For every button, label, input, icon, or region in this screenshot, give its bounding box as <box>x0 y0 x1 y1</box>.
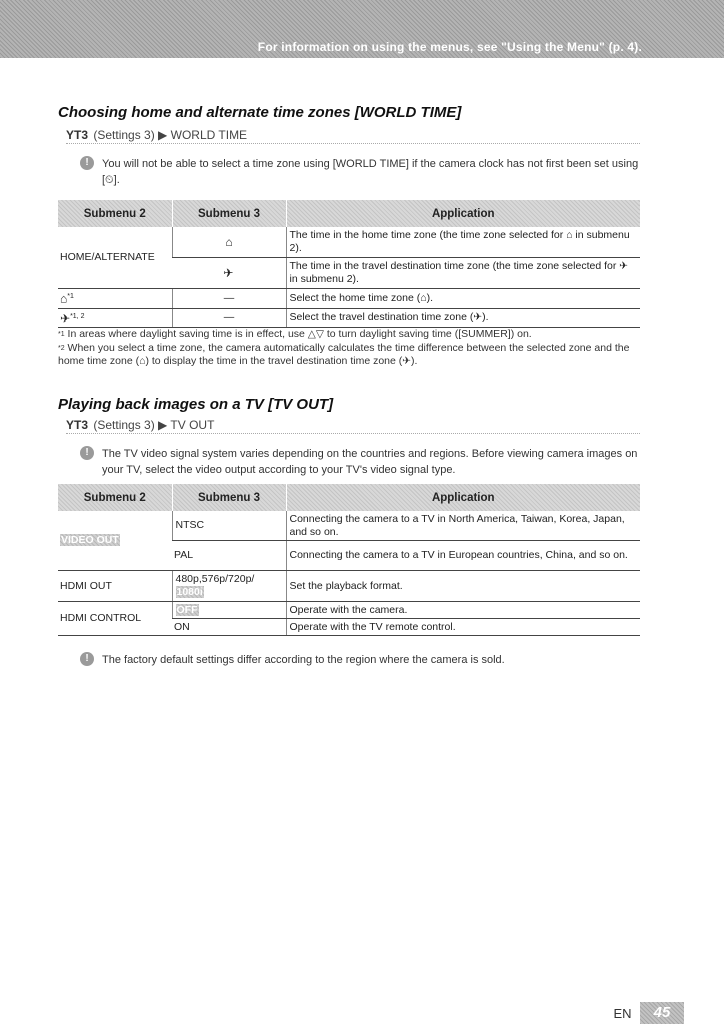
breadcrumb-text: (Settings 3) ▶ TV OUT <box>93 418 215 432</box>
travel-app-cell: The time in the travel destination time zone (the time zone selected for ✈ in submenu 2). <box>286 258 640 289</box>
language-label: EN <box>613 1005 632 1021</box>
tv-out-title: Playing back images on a TV [TV OUT] <box>58 396 334 413</box>
on-app-cell: Operate with the TV remote control. <box>286 619 640 636</box>
plane-row-label: ✈$^{*1, 2}$ <box>58 308 172 328</box>
tv-out-breadcrumb <box>66 418 640 434</box>
header-application: Application <box>286 200 640 227</box>
dash-cell: — <box>172 289 286 309</box>
table-row <box>58 289 640 309</box>
note-text: The factory default settings differ according to the region where the camera is sold. <box>102 654 505 666</box>
header-banner <box>0 0 724 58</box>
home-alternate-cell: HOME/ALTERNATE <box>58 227 172 289</box>
header-text: For information on using the menus, see "Using the Menu" (p. 4). <box>257 40 642 54</box>
caution-icon: ! <box>80 156 94 170</box>
on-cell: ON <box>172 619 286 636</box>
plane-icon: ✈ <box>172 258 286 289</box>
home-app-cell: The time in the home time zone (the time zone selected for ⌂ in submenu 2). <box>286 227 640 258</box>
page-footer <box>613 1002 684 1024</box>
world-time-title: Choosing home and alternate time zones [WORLD TIME] <box>58 104 462 121</box>
tv-out-bottom-note <box>80 652 640 668</box>
hdmi-out-app-cell: Set the playback format. <box>286 571 640 602</box>
header-submenu-2: Submenu 2 <box>58 200 172 227</box>
dash-cell: — <box>172 308 286 328</box>
table-row <box>58 308 640 328</box>
caution-icon: ! <box>80 446 94 460</box>
note-text: The TV video signal system varies depending on the countries and regions. Before viewing camera images on your TV, select the video output according to your TV's video signal type. <box>102 448 638 476</box>
header-submenu-3: Submenu 3 <box>172 200 286 227</box>
ntsc-app-cell: Connecting the camera to a TV in North America, Taiwan, Korea, Japan, and so on. <box>286 511 640 541</box>
header-submenu-3: Submenu 3 <box>172 484 286 511</box>
travel-select-cell: Select the travel destination time zone (✈). <box>286 308 640 328</box>
pal-cell: PAL <box>172 541 286 571</box>
header-submenu-2: Submenu 2 <box>58 484 172 511</box>
footnote-2: $^{*2}$ When you select a time zone, the camera automatically calculates the time difference between the selected zone and the home time zone (⌂) to display the time in the travel destination time zone (✈). <box>58 342 630 367</box>
note-text: You will not be able to select a time zone using [WORLD TIME] if the camera clock has not first been set using [⏲]. <box>102 158 639 186</box>
home-select-cell: Select the home time zone (⌂). <box>286 289 640 309</box>
table-row <box>58 511 640 541</box>
settings-tab-icon: YT3 <box>66 128 89 142</box>
breadcrumb-text: (Settings 3) ▶ WORLD TIME <box>93 128 248 142</box>
world-time-breadcrumb <box>66 128 640 144</box>
table-header-row <box>58 484 640 511</box>
off-app-cell: Operate with the camera. <box>286 602 640 619</box>
footnote-1: $^{*1}$ In areas where daylight saving time is in effect, use △▽ to turn daylight saving time ([SUMMER]) on. <box>58 328 532 340</box>
tv-out-table <box>58 484 640 636</box>
table-row <box>58 602 640 619</box>
ntsc-cell: NTSC <box>172 511 286 541</box>
page-number: 45 <box>640 1002 684 1024</box>
table-header-row <box>58 200 640 227</box>
caution-icon: ! <box>80 652 94 666</box>
header-application: Application <box>286 484 640 511</box>
home-icon: ⌂ <box>172 227 286 258</box>
off-cell: OFF <box>172 602 286 619</box>
hdmi-out-cell: HDMI OUT <box>58 571 172 602</box>
plane-icon: ✈ <box>60 311 71 325</box>
table-row <box>58 227 640 258</box>
hdmi-control-cell: HDMI CONTROL <box>58 602 172 636</box>
world-time-table <box>58 200 640 328</box>
settings-tab-icon: YT3 <box>66 418 89 432</box>
home-icon: ⌂ <box>60 291 68 306</box>
table-row <box>58 571 640 602</box>
video-out-cell: VIDEO OUT <box>58 511 172 571</box>
tv-out-note <box>80 446 640 478</box>
hdmi-formats-cell: 480p,576p/720p/ 1080i <box>172 571 286 602</box>
home-row-label: ⌂$^{*1}$ <box>58 289 172 309</box>
pal-app-cell: Connecting the camera to a TV in European countries, China, and so on. <box>286 541 640 571</box>
world-time-note <box>80 156 640 188</box>
